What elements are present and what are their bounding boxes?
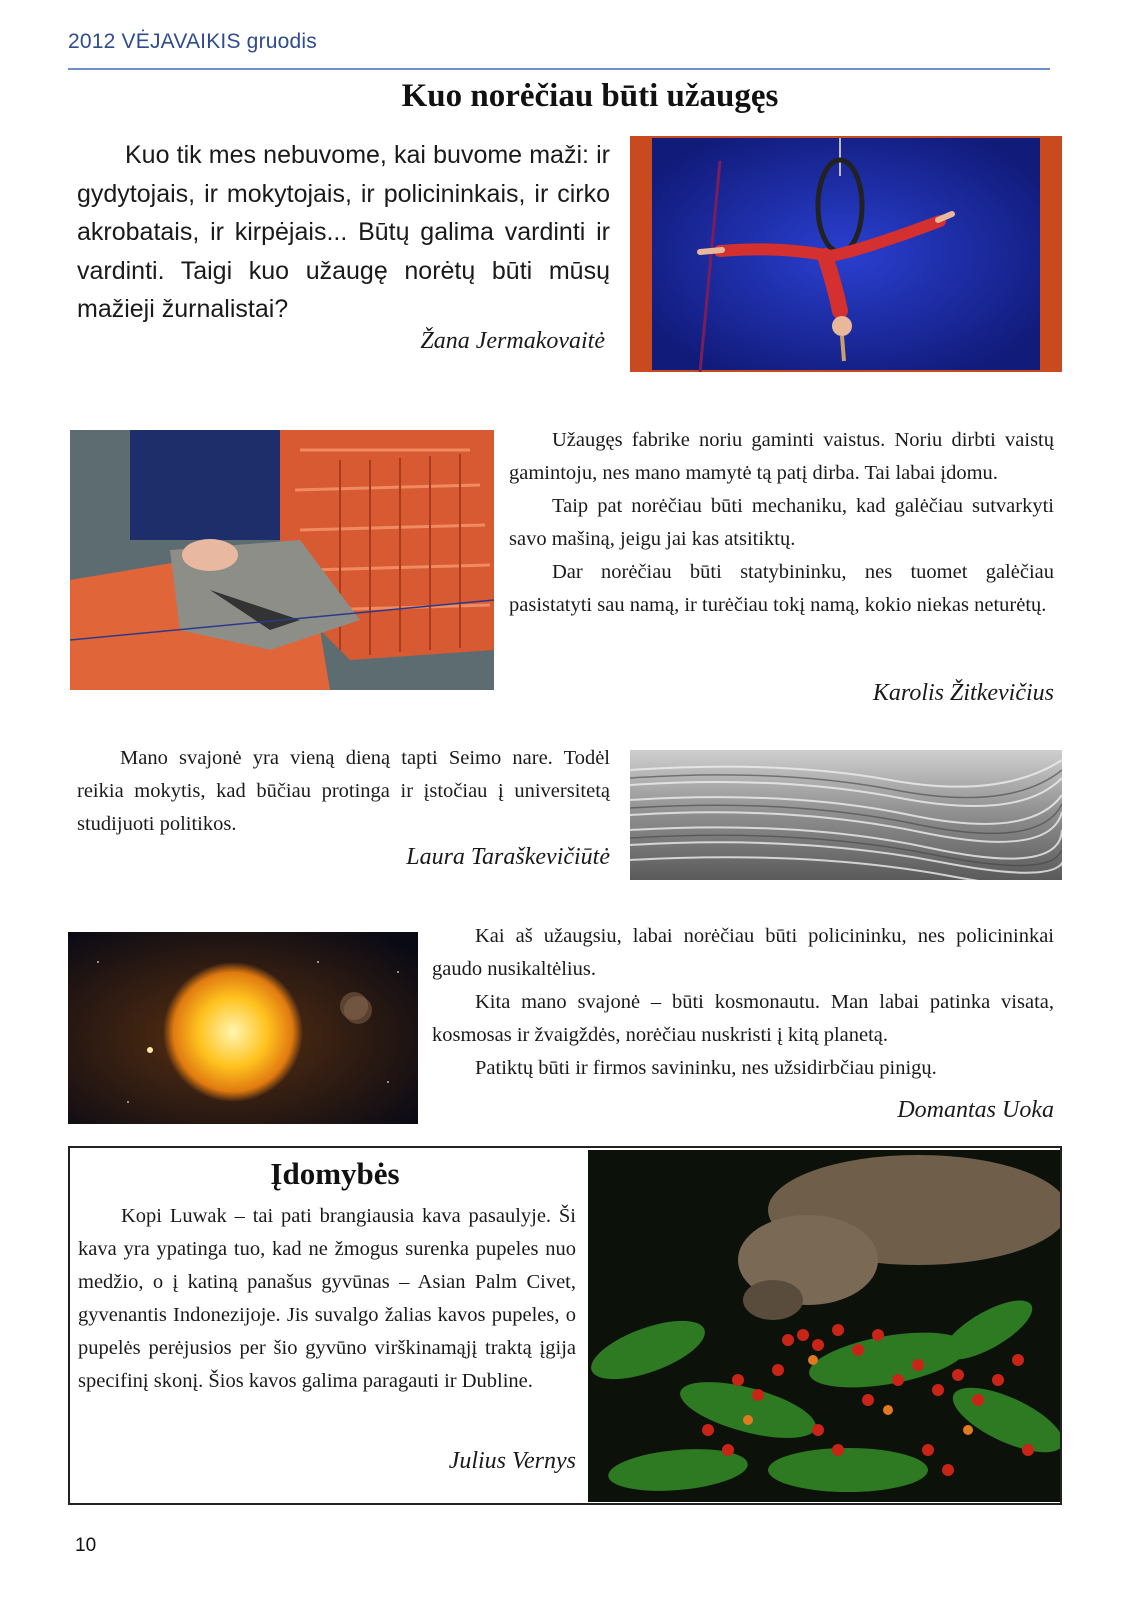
curiosities-title: Įdomybės: [270, 1156, 400, 1191]
article-title: Kuo norėčiau būti užaugęs: [401, 78, 779, 114]
curiosities-box: [68, 1146, 1062, 1505]
curiosities-author: Julius Vernys: [448, 1448, 576, 1474]
civet-photo: [588, 1150, 1060, 1502]
entry-laura-text: [77, 742, 610, 841]
bricklaying-photo: [70, 430, 494, 690]
entry-paragraph: Kai aš užaugsiu, labai norėčiau būti policininku, nes policininkai gaudo nusikaltėlius.: [432, 925, 1054, 980]
entry-karolis-text: [509, 424, 1054, 622]
curiosities-text: [78, 1200, 576, 1398]
entry-paragraph: Patiktų būti ir firmos savininku, nes užsidirbčiau pinigų.: [475, 1057, 937, 1079]
space-photo: [68, 932, 418, 1124]
entry-paragraph: Kita mano svajonė – būti kosmonautu. Man labai patinka visata, kosmosas ir žvaigždės, norėčiau nuskristi į kitą planetą.: [432, 991, 1054, 1046]
entry-karolis-author: Karolis Žitkevičius: [872, 680, 1054, 706]
entry-paragraph: Užaugęs fabrike noriu gaminti vaistus. Noriu dirbti vaistų gamintoju, nes mano mamytė tą patį dirba. Tai labai įdomu.: [509, 429, 1054, 484]
newspapers-photo: [630, 750, 1062, 880]
entry-laura-author: Laura Taraškevičiūtė: [406, 844, 610, 870]
entry-domantas-author: Domantas Uoka: [897, 1097, 1054, 1123]
running-header: 2012 VĖJAVAIKIS gruodis: [68, 30, 317, 53]
entry-domantas-text: [432, 920, 1054, 1085]
page-number: 10: [75, 1535, 97, 1556]
header-rule: [68, 68, 1050, 70]
entry-paragraph: Taip pat norėčiau būti mechaniku, kad galėčiau sutvarkyti savo mašiną, jeigu jai kas atsitiktų.: [509, 495, 1054, 550]
curiosities-paragraph: Kopi Luwak – tai pati brangiausia kava pasaulyje. Ši kava yra ypatinga tuo, kad ne žmogus surenka pupeles nuo medžio, o į katiną panašus gyvūnas – Asian Palm Civet, gyvenantis Indonezijoje. Jis suvalgo žalias kavos pupeles, o pupelės perėjusios per šio gyvūno virškinamąjį traktą įgija specifinį skonį. Šios kavos galima paragauti ir Dubline.: [78, 1205, 576, 1392]
acrobat-photo: [630, 136, 1062, 372]
intro-paragraph: Kuo tik mes nebuvome, kai buvome maži: ir gydytojais, ir mokytojais, ir policininkais, ir cirko akrobatais, ir kirpėjais... Būtų galima vardinti ir vardinti. Taigi kuo užaugę norėtų būti mūsų mažieji žurnalistai?: [77, 141, 610, 323]
entry-paragraph: Mano svajonė yra vieną dieną tapti Seimo nare. Todėl reikia mokytis, kad būčiau protinga ir įstočiau į universitetą studijuoti politikos.: [77, 747, 610, 835]
intro-author: Žana Jermakovaitė: [420, 328, 605, 354]
entry-paragraph: Dar norėčiau būti statybininku, nes tuomet galėčiau pasistatyti sau namą, ir turėčiau tokį namą, kokio niekas neturėtų.: [509, 561, 1054, 616]
